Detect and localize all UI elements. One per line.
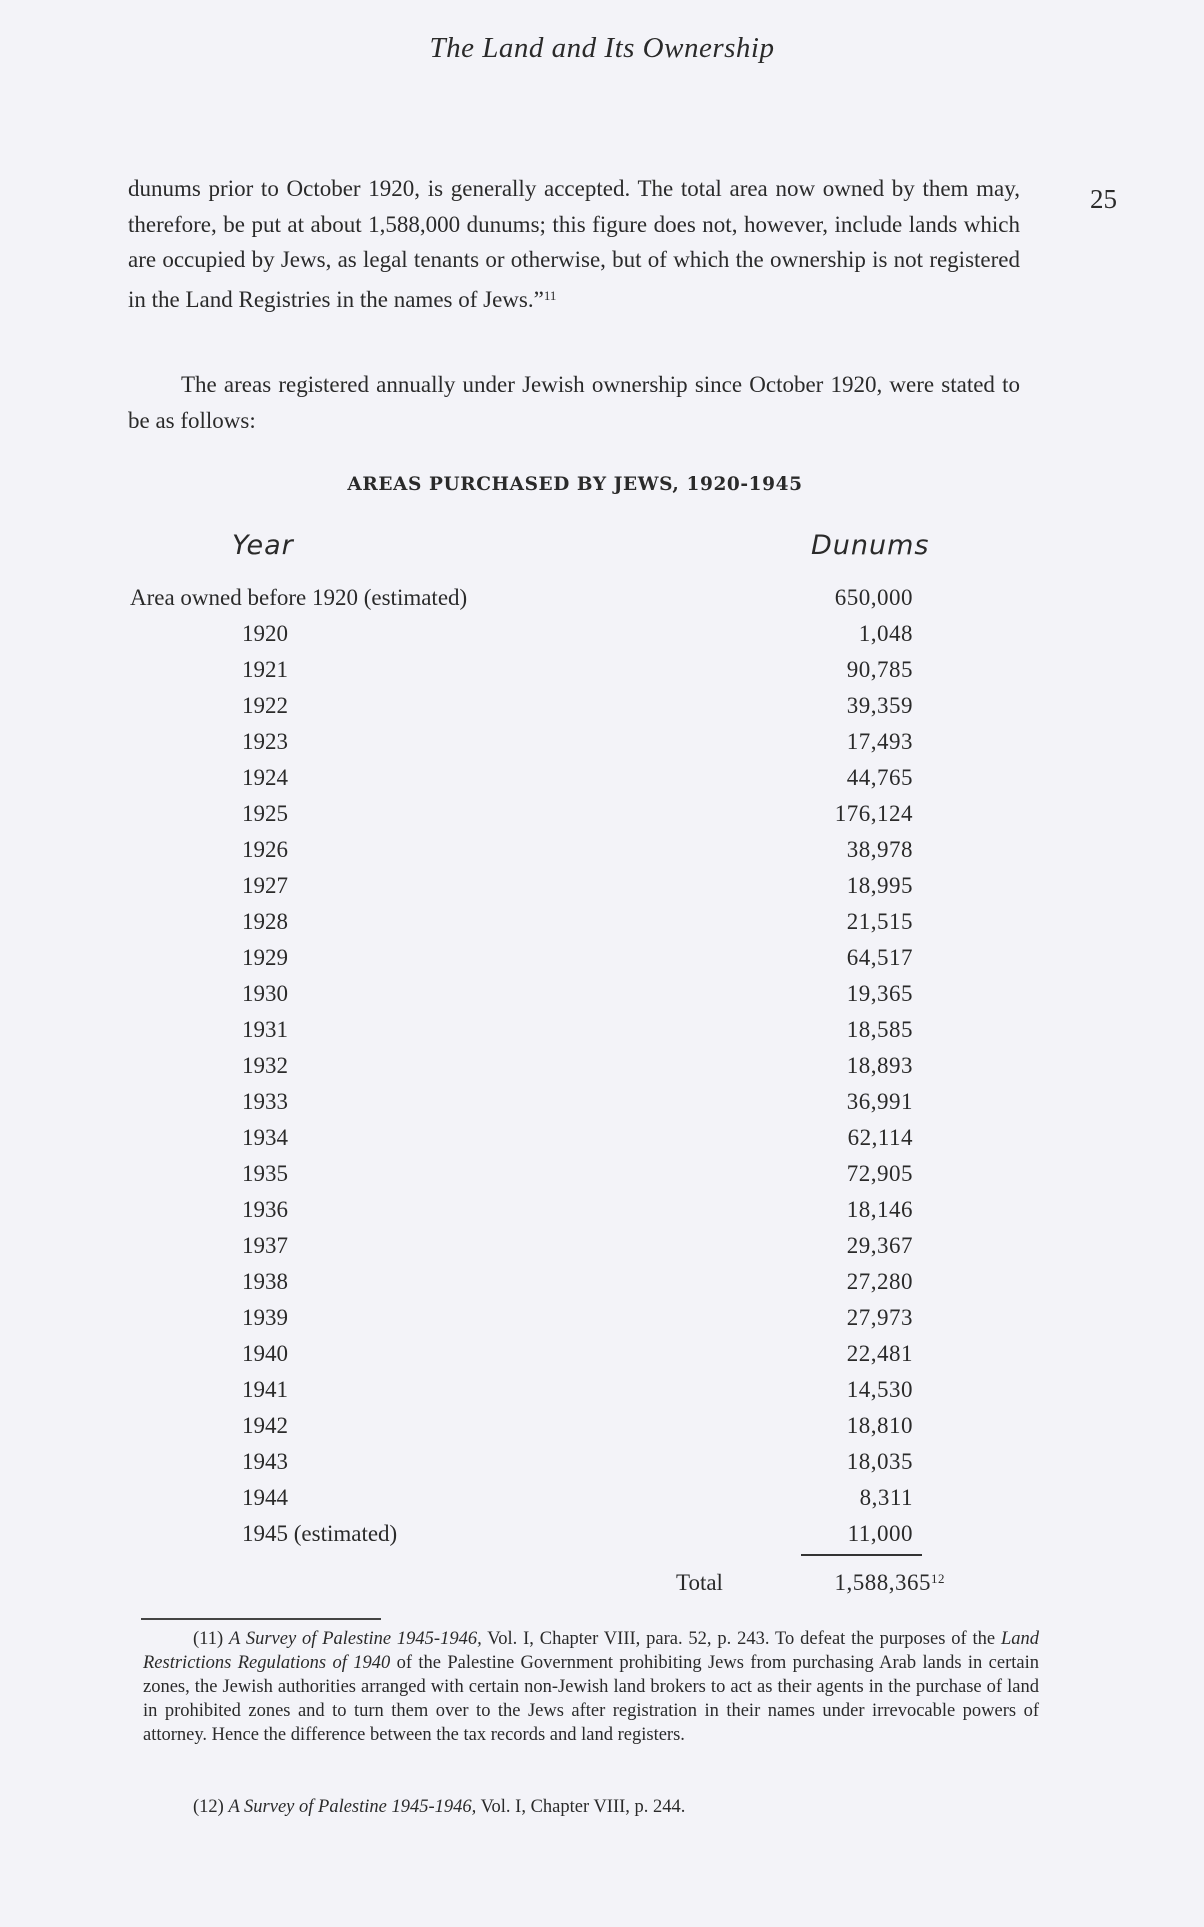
table-row <box>0 1413 1204 1449</box>
row-year: 1933 <box>242 1089 288 1114</box>
row-dunums: 11,000 <box>847 1521 913 1546</box>
row-dunums: 27,280 <box>846 1269 913 1294</box>
table-row <box>0 1521 1204 1557</box>
row-dunums: 38,978 <box>846 837 913 862</box>
page-number: 25 <box>1090 184 1117 214</box>
table-row <box>0 945 1204 981</box>
row-year: 1932 <box>242 1053 288 1078</box>
row-dunums: 176,124 <box>834 801 913 826</box>
row-year: 1938 <box>242 1269 288 1294</box>
row-dunums: 18,810 <box>846 1413 913 1438</box>
table-row <box>0 981 1204 1017</box>
table-row <box>0 693 1204 729</box>
body-paragraph-2: The areas registered annually under Jewish ownership since October 1920, were stated to be as follows: <box>128 372 1020 433</box>
row-year: Area owned before 1920 (estimated) <box>130 585 468 610</box>
table-row <box>0 657 1204 693</box>
table-row <box>0 765 1204 801</box>
table-row <box>0 873 1204 909</box>
footnote-number: (12) <box>193 1797 224 1817</box>
row-year: 1920 <box>242 621 288 646</box>
table-row <box>0 1089 1204 1125</box>
row-dunums: 62,114 <box>847 1125 913 1150</box>
row-dunums: 19,365 <box>846 981 913 1006</box>
row-dunums: 72,905 <box>846 1161 913 1186</box>
table-row <box>0 1233 1204 1269</box>
row-dunums: 18,995 <box>846 873 913 898</box>
row-year: 1923 <box>242 729 288 754</box>
row-year: 1945 (estimated) <box>242 1521 398 1546</box>
row-dunums: 18,585 <box>846 1017 913 1042</box>
footnote-source-title: A Survey of Palestine 1945-1946, <box>229 1629 482 1649</box>
row-year: 1943 <box>242 1449 288 1474</box>
row-year: 1939 <box>242 1305 288 1330</box>
row-year: 1921 <box>242 657 288 682</box>
row-year: 1926 <box>242 837 288 862</box>
footnote-12 <box>193 1796 1089 1820</box>
table-row <box>0 1161 1204 1197</box>
row-dunums: 18,893 <box>846 1053 913 1078</box>
row-dunums: 1,048 <box>858 621 913 646</box>
footnote-text: of the Palestine Government prohibiting Jews from purchasing Arab lands in certain zones, the Jewish authorities arranged with certain non-Jewish land brokers to act as their agents in the purchase of land in prohibited zones and to turn them over to the Jews after registration in their names under irrevocable powers of attorney. Hence the difference between the tax records and land registers. <box>143 1652 1040 1745</box>
table-row <box>0 1053 1204 1089</box>
table-row <box>0 585 1204 621</box>
row-year: 1935 <box>242 1161 288 1186</box>
table-row <box>0 909 1204 945</box>
footnote-text: Vol. I, Chapter VIII, p. 244. <box>476 1797 686 1817</box>
row-dunums: 22,481 <box>846 1341 913 1366</box>
table-row <box>0 1197 1204 1233</box>
table-row <box>0 1305 1204 1341</box>
row-dunums: 18,035 <box>846 1449 913 1474</box>
table-row <box>0 1377 1204 1413</box>
row-year: 1940 <box>242 1341 288 1366</box>
row-dunums: 36,991 <box>846 1089 913 1114</box>
column-header-year: Year <box>232 530 294 561</box>
table-row <box>0 837 1204 873</box>
table-row <box>0 1485 1204 1521</box>
row-year: 1930 <box>242 981 288 1006</box>
row-dunums: 8,311 <box>859 1485 913 1510</box>
paragraph-text: dunums prior to October 1920, is generally accepted. The total area now owned by them may, therefore, be put at about 1,588,000 dunums; this figure does not, however, include lands which are occupied by Jews, as legal tenants or otherwise, but of which the ownership is not registered in the Land Registries in the names of Jews.” <box>128 176 1020 312</box>
row-year: 1928 <box>242 909 288 934</box>
footnote-ref-12[interactable]: 12 <box>931 1571 945 1586</box>
row-dunums: 64,517 <box>846 945 913 970</box>
table-row <box>0 1269 1204 1305</box>
footnote-ref-11[interactable]: 11 <box>543 287 557 303</box>
row-year: 1944 <box>242 1485 288 1510</box>
row-year: 1927 <box>242 873 288 898</box>
table-title: AREAS PURCHASED BY JEWS, 1920-1945 <box>347 474 803 495</box>
running-header: The Land and Its Ownership <box>429 32 775 64</box>
total-number: 1,588,365 <box>834 1570 931 1595</box>
row-dunums: 650,000 <box>834 585 913 610</box>
row-year: 1922 <box>242 693 288 718</box>
row-year: 1929 <box>242 945 288 970</box>
footnote-number: (11) <box>193 1629 224 1649</box>
table-row <box>0 729 1204 765</box>
row-dunums: 27,973 <box>846 1305 913 1330</box>
footnote-source-title: A Survey of Palestine 1945-1946, <box>228 1797 477 1817</box>
table-row <box>0 621 1204 657</box>
table-row <box>0 1125 1204 1161</box>
row-dunums: 14,530 <box>846 1377 913 1402</box>
row-year: 1942 <box>242 1413 288 1438</box>
row-year: 1934 <box>242 1125 288 1150</box>
row-dunums: 21,515 <box>846 909 913 934</box>
row-year: 1924 <box>242 765 288 790</box>
row-dunums: 39,359 <box>846 693 913 718</box>
row-year: 1925 <box>242 801 288 826</box>
footnote-text: Vol. I, Chapter VIII, para. 52, p. 243. To defeat the purposes of the <box>481 1629 1001 1649</box>
column-header-dunums: Dunums <box>811 530 930 561</box>
row-dunums: 90,785 <box>846 657 913 682</box>
table-row <box>0 801 1204 837</box>
table-row <box>0 1341 1204 1377</box>
row-dunums: 17,493 <box>846 729 913 754</box>
row-year: 1931 <box>242 1017 288 1042</box>
table-row <box>0 1449 1204 1485</box>
total-value <box>835 1570 946 1596</box>
row-year: 1936 <box>242 1197 288 1222</box>
row-dunums: 44,765 <box>846 765 913 790</box>
total-label: Total <box>676 1570 723 1595</box>
footnote-divider <box>141 1618 381 1620</box>
footnote-11 <box>143 1628 1039 1748</box>
total-rule <box>801 1554 922 1556</box>
row-dunums: 18,146 <box>846 1197 913 1222</box>
row-year: 1937 <box>242 1233 288 1258</box>
table-row <box>0 1017 1204 1053</box>
row-year: 1941 <box>242 1377 288 1402</box>
body-paragraph-1 <box>128 171 1020 317</box>
footnote-law-title: Land Restrictions Regulations of 1940 <box>143 1629 1040 1673</box>
row-dunums: 29,367 <box>846 1233 913 1258</box>
